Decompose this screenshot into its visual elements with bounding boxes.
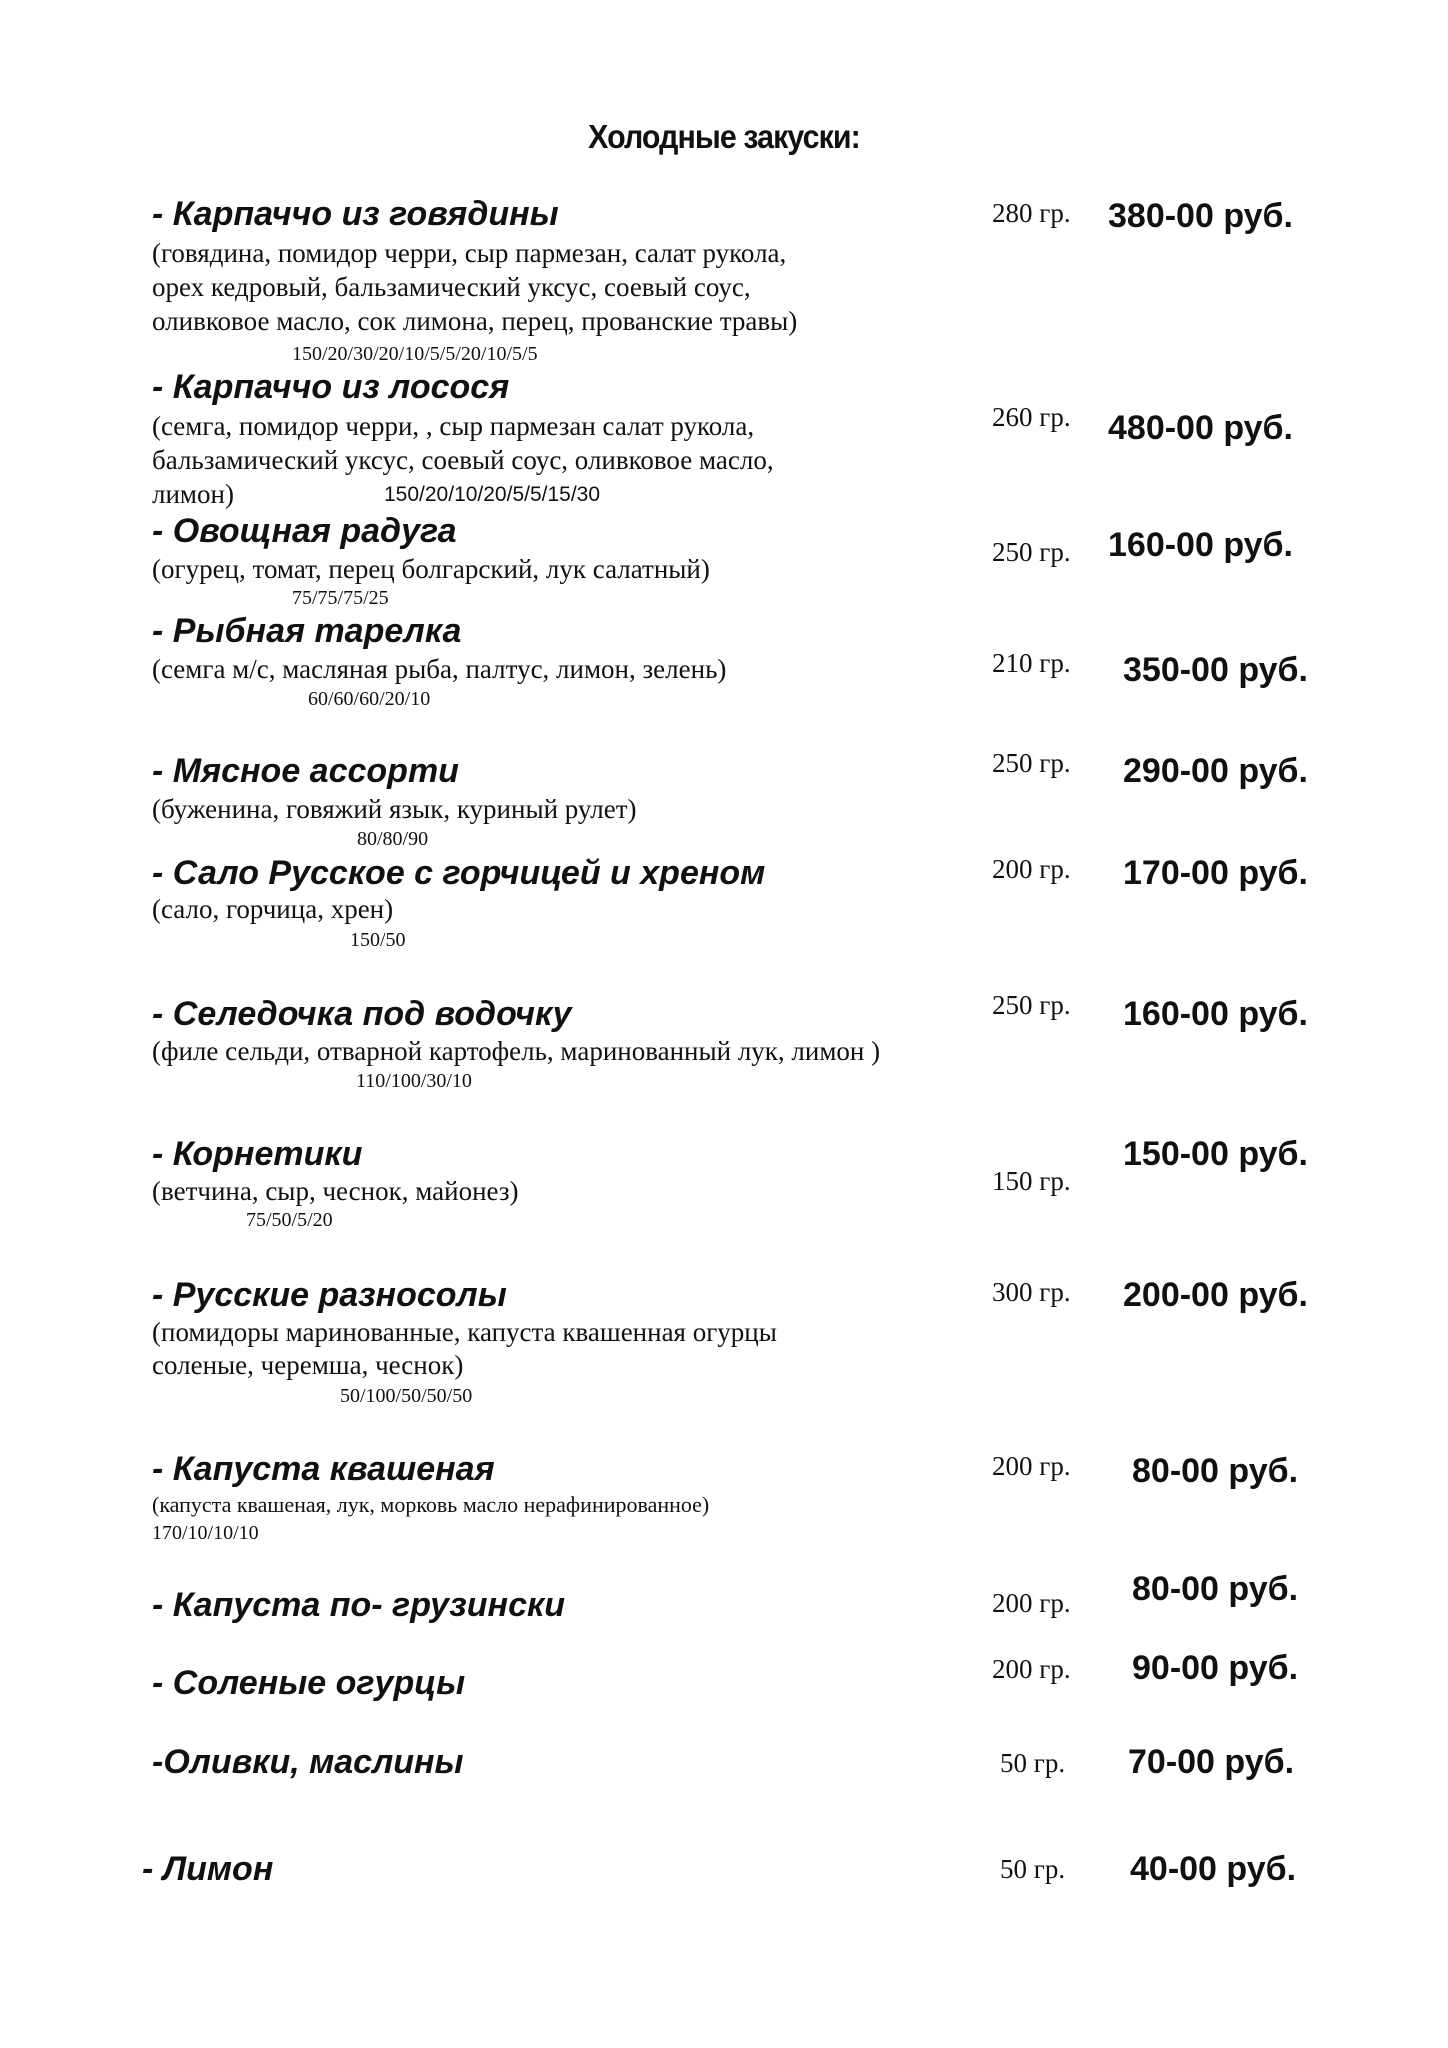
item-price: 170-00 руб. [1123,854,1308,892]
item-description-line: (капуста квашеная, лук, морковь масло нерафинированное) [152,1492,710,1517]
item-weight: 250 гр. [992,537,1071,567]
item-description-line: орех кедровый, бальзамический уксус, соевый соус, [152,272,751,302]
item-price: 150-00 руб. [1123,1135,1308,1173]
item-price: 380-00 руб. [1108,197,1293,235]
item-description-line: оливковое масло, сок лимона, перец, прованские травы) [152,306,798,336]
item-ingredient-ratio: 75/75/75/25 [292,587,389,609]
item-price: 200-00 руб. [1123,1276,1308,1314]
item-ingredient-ratio: 110/100/30/10 [356,1070,472,1092]
item-description-line: (семга м/с, масляная рыба, палтус, лимон, зелень) [152,654,727,684]
item-weight: 300 гр. [992,1277,1071,1307]
item-description-line: (огурец, томат, перец болгарский, лук салатный) [152,554,710,584]
item-price: 160-00 руб. [1108,526,1293,564]
item-name: - Мясное ассорти [152,752,459,790]
item-description-line: бальзамический уксус, соевый соус, оливковое масло, [152,445,774,475]
item-description-line: (сало, горчица, хрен) [152,894,394,924]
item-price: 70-00 руб. [1128,1743,1295,1781]
item-weight: 210 гр. [992,648,1071,678]
item-ingredient-ratio: 150/50 [350,929,406,951]
item-name: - Лимон [142,1850,274,1888]
item-name: - Рыбная тарелка [152,612,462,650]
item-weight: 50 гр. [1000,1748,1066,1778]
item-weight: 260 гр. [992,402,1071,432]
item-name: - Овощная радуга [152,512,457,550]
item-name: - Селедочка под водочку [152,995,572,1033]
item-ingredient-ratio: 60/60/60/20/10 [308,688,431,710]
item-name: - Капуста по- грузински [152,1586,565,1624]
item-description-line: (говядина, помидор черри, сыр пармезан, салат рукола, [152,238,787,268]
item-description-line: (помидоры маринованные, капуста квашенная огурцы [152,1317,777,1347]
item-weight: 250 гр. [992,990,1071,1020]
item-name: - Корнетики [152,1135,363,1173]
item-weight: 200 гр. [992,1451,1071,1481]
item-price: 160-00 руб. [1123,995,1308,1033]
item-name: - Карпаччо из лосося [152,368,510,406]
item-name: - Сало Русское с горчицей и хреном [152,854,766,892]
item-price: 350-00 руб. [1123,651,1308,689]
item-description-line: (семга, помидор черри, , сыр пармезан салат рукола, [152,411,755,441]
item-ingredient-ratio: 150/20/30/20/10/5/5/20/10/5/5 [292,343,538,365]
item-price: 80-00 руб. [1132,1452,1299,1490]
item-weight: 200 гр. [992,1588,1071,1618]
item-price: 40-00 руб. [1130,1850,1297,1888]
item-price: 90-00 руб. [1132,1649,1299,1687]
item-description-line: соленые, черемша, чеснок) [152,1350,464,1380]
item-ingredient-ratio: 50/100/50/50/50 [340,1385,473,1407]
item-price: 80-00 руб. [1132,1570,1299,1608]
item-ingredient-ratio: 80/80/90 [357,828,429,850]
item-description-line: (ветчина, сыр, чеснок, майонез) [152,1176,519,1206]
item-name: - Соленые огурцы [152,1664,466,1702]
item-ingredient-ratio: 75/50/5/20 [246,1209,333,1231]
item-weight: 150 гр. [992,1166,1071,1196]
item-weight: 250 гр. [992,748,1071,778]
item-ingredient-ratio: 150/20/10/20/5/5/15/30 [384,483,601,506]
item-name: -Оливки, маслины [152,1743,464,1781]
item-weight: 50 гр. [1000,1854,1066,1884]
item-weight: 200 гр. [992,854,1071,884]
item-price: 480-00 руб. [1108,409,1293,447]
item-price: 290-00 руб. [1123,752,1308,790]
page-title: Холодные закуски: [588,118,860,155]
item-name: - Русские разносолы [152,1276,507,1314]
item-name: - Капуста квашеная [152,1450,495,1488]
item-name: - Карпаччо из говядины [152,195,559,233]
item-weight: 200 гр. [992,1654,1071,1684]
item-description-line: лимон) [152,479,234,509]
item-description-line: (филе сельди, отварной картофель, маринованный лук, лимон ) [152,1036,881,1066]
item-weight: 280 гр. [992,198,1071,228]
item-ingredient-ratio: 170/10/10/10 [152,1522,259,1544]
item-description-line: (буженина, говяжий язык, куриный рулет) [152,794,637,824]
